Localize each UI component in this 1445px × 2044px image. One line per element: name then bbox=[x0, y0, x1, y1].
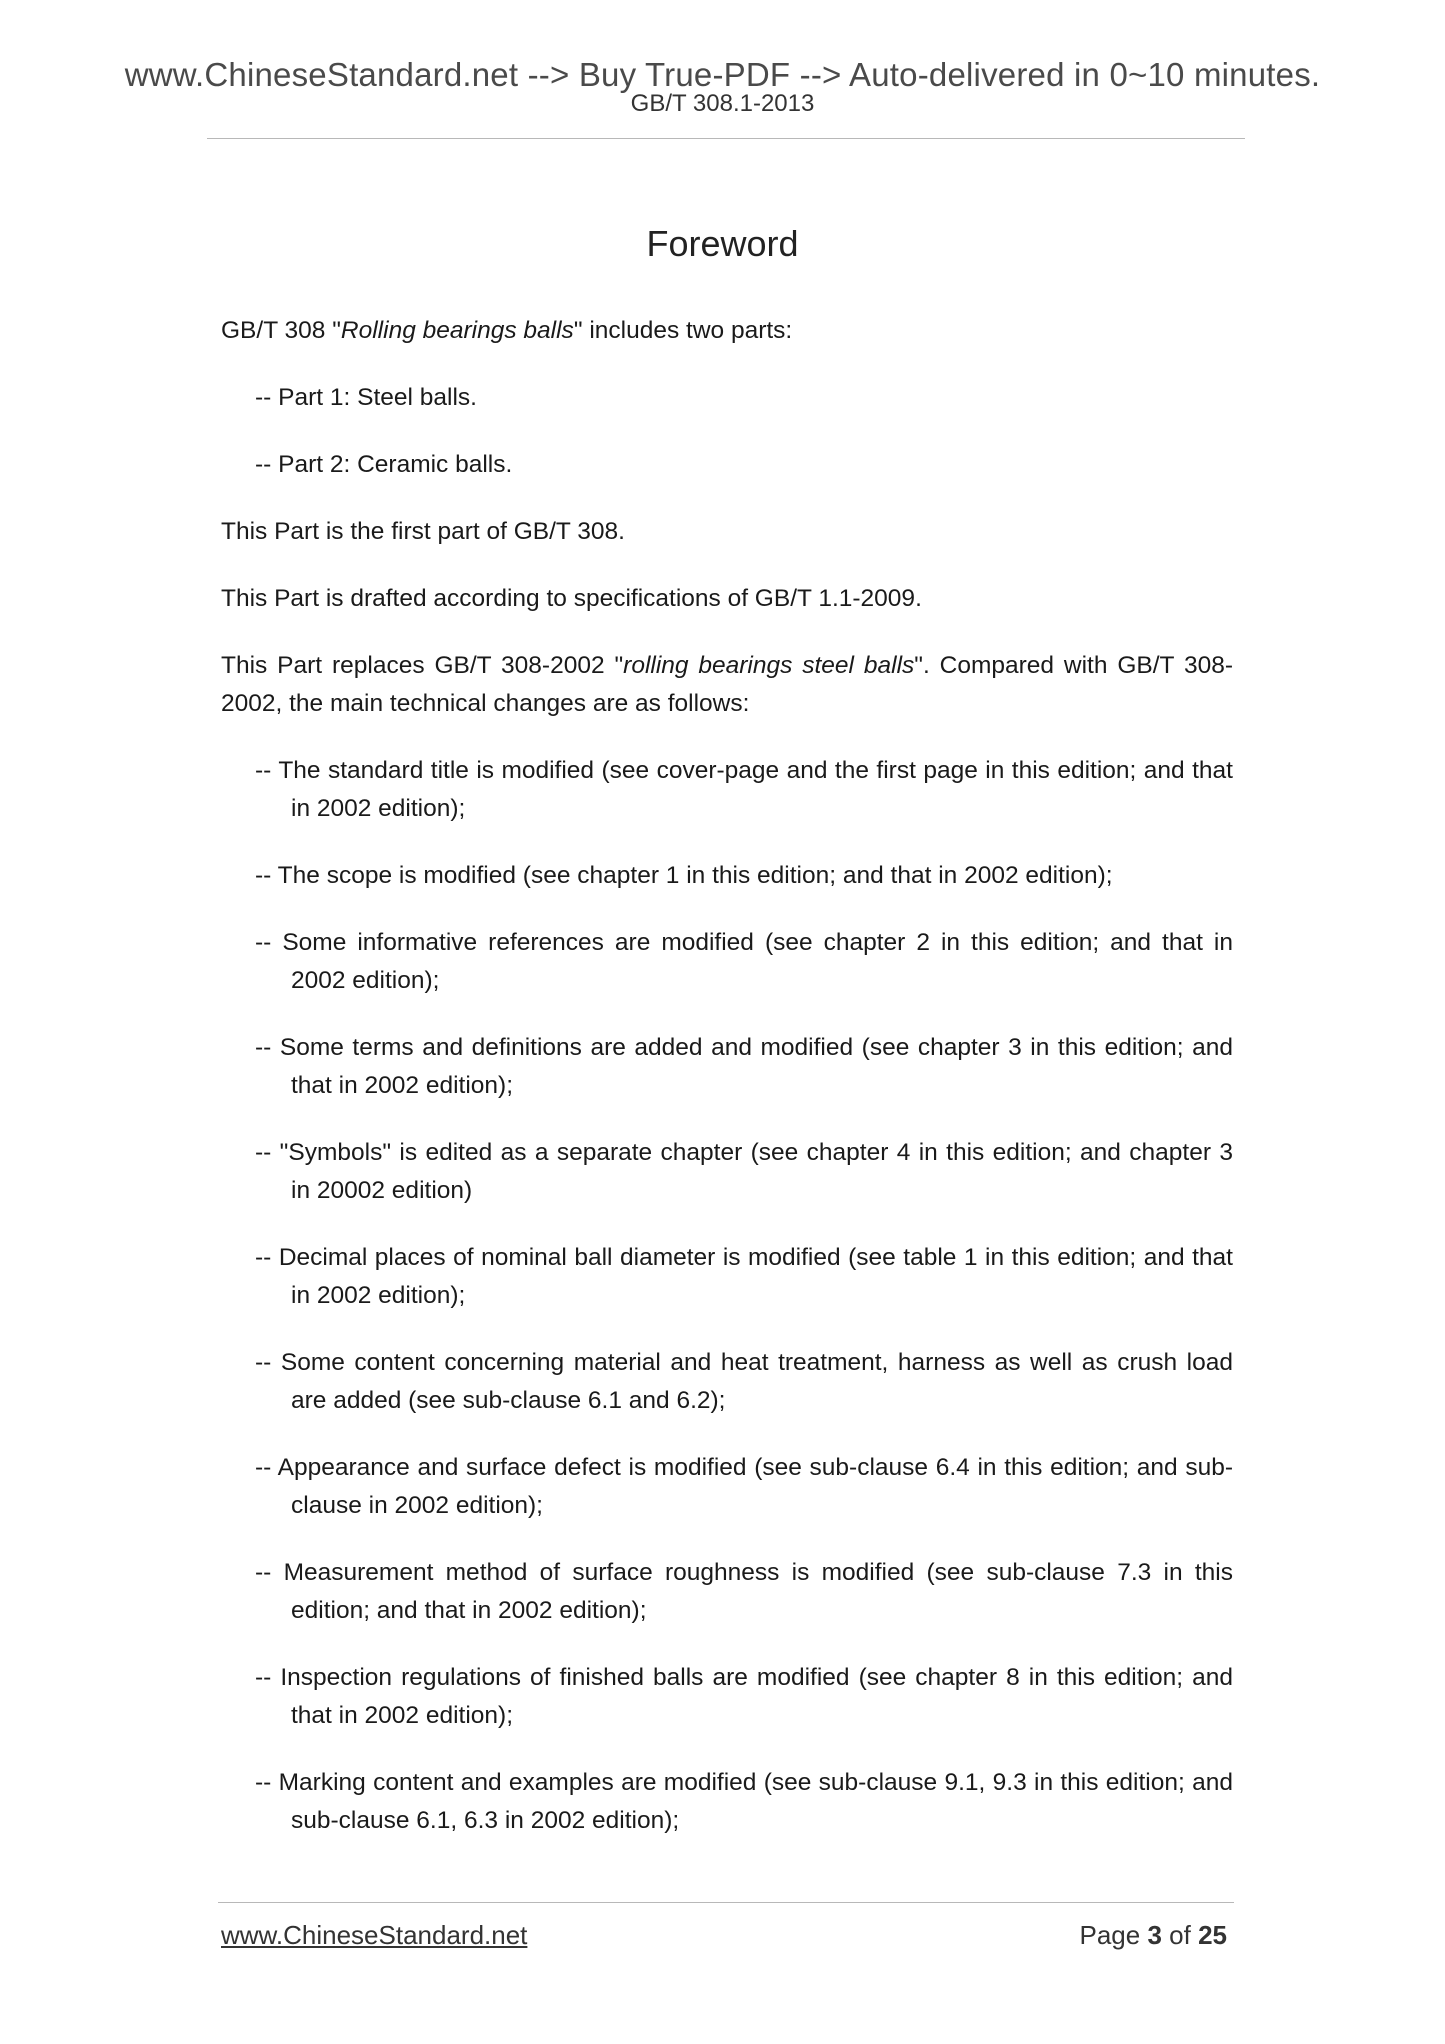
change-item: -- Some informative references are modified (see chapter 2 in this edition; and that in 2002 edition); bbox=[255, 929, 1233, 994]
change-item: -- Marking content and examples are modified (see sub-clause 9.1, 9.3 in this edition; and sub-clause 6.1, 6.3 in 2002 edition); bbox=[255, 1769, 1233, 1834]
change-item: -- Some terms and definitions are added and modified (see chapter 3 in this edition; and that in 2002 edition); bbox=[255, 1034, 1233, 1099]
part-item: -- Part 1: Steel balls. bbox=[255, 384, 477, 411]
intro-paragraph bbox=[221, 312, 1233, 350]
part-item: -- Part 2: Ceramic balls. bbox=[255, 451, 513, 478]
footer-site-link[interactable]: www.ChineseStandard.net bbox=[221, 1920, 528, 1950]
page-of: of bbox=[1169, 1920, 1191, 1950]
page-total: 25 bbox=[1198, 1920, 1227, 1950]
footer-divider bbox=[218, 1902, 1234, 1903]
header-divider bbox=[207, 138, 1245, 139]
replaces-title-italic: rolling bearings steel balls bbox=[623, 652, 915, 679]
change-item: -- The scope is modified (see chapter 1 in this edition; and that in 2002 edition); bbox=[255, 862, 1113, 889]
page-label: Page bbox=[1079, 1920, 1141, 1950]
intro-title-italic: Rolling bearings balls bbox=[340, 317, 574, 344]
change-item: -- Some content concerning material and heat treatment, harness as well as crush load are added (see sub-clause 6.1 and 6.2); bbox=[255, 1349, 1233, 1414]
intro-text-after: " includes two parts: bbox=[573, 317, 793, 344]
change-item: -- Measurement method of surface roughness is modified (see sub-clause 7.3 in this edition; and that in 2002 edition); bbox=[255, 1559, 1233, 1624]
intro-text-before: GB/T 308 " bbox=[221, 317, 341, 344]
page-number bbox=[1079, 1920, 1227, 1951]
page-title: Foreword bbox=[646, 223, 799, 264]
change-item: -- The standard title is modified (see cover-page and the first page in this edition; and that in 2002 edition); bbox=[255, 757, 1233, 822]
change-item: -- Inspection regulations of finished balls are modified (see chapter 8 in this edition; and that in 2002 edition); bbox=[255, 1664, 1233, 1729]
document-body bbox=[221, 312, 1233, 1869]
replaces-paragraph bbox=[221, 647, 1233, 723]
replaces-text-after: ". Compared with GB/T 308-2002, the main technical changes are as follows: bbox=[221, 652, 1233, 717]
change-item: -- Appearance and surface defect is modified (see sub-clause 6.4 in this edition; and sub-clause in 2002 edition); bbox=[255, 1454, 1233, 1519]
page-current: 3 bbox=[1147, 1920, 1162, 1950]
change-item: -- Decimal places of nominal ball diameter is modified (see table 1 in this edition; and that in 2002 edition); bbox=[255, 1244, 1233, 1309]
standard-code: GB/T 308.1-2013 bbox=[630, 90, 815, 117]
replaces-text-before: This Part replaces GB/T 308-2002 " bbox=[221, 652, 624, 679]
change-item: -- "Symbols" is edited as a separate chapter (see chapter 4 in this edition; and chapter 3 in 20002 edition) bbox=[255, 1139, 1233, 1204]
drafted-paragraph: This Part is drafted according to specifications of GB/T 1.1-2009. bbox=[221, 585, 922, 612]
header-banner[interactable]: www.ChineseStandard.net --> Buy True-PDF --> Auto-delivered in 0~10 minutes. bbox=[124, 56, 1321, 93]
first-part-paragraph: This Part is the first part of GB/T 308. bbox=[221, 518, 625, 545]
